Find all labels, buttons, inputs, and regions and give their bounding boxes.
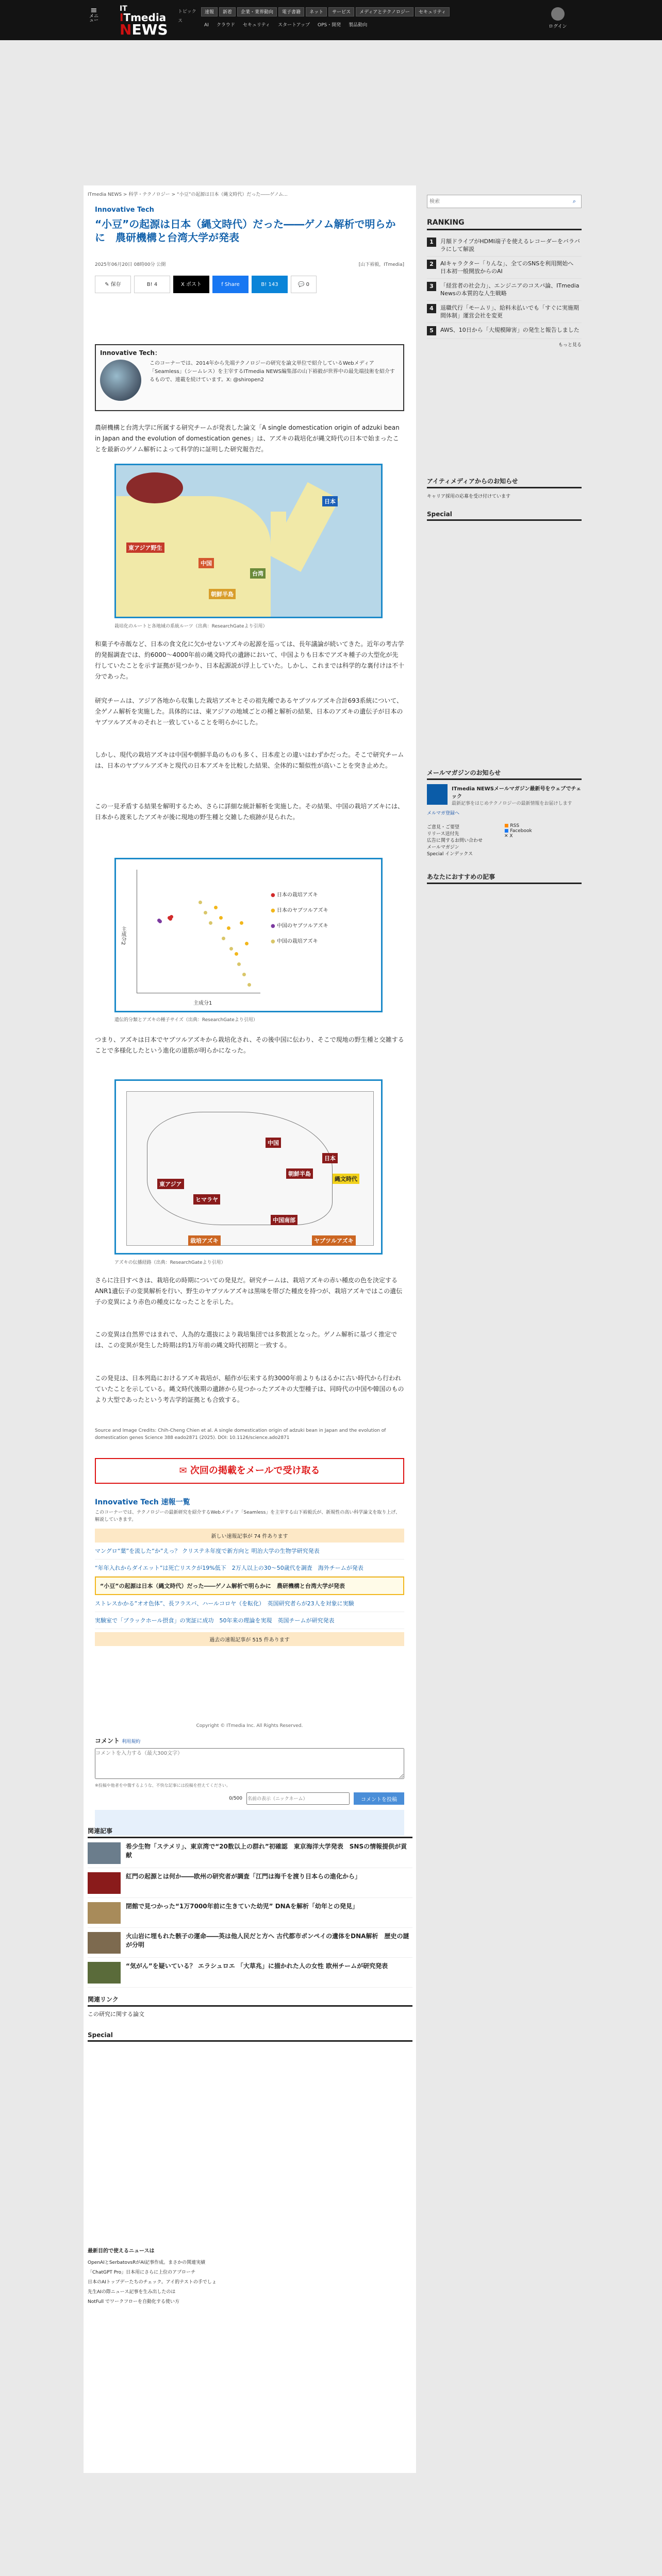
list-item[interactable]: “気がん”を疑いている？ エラシュロエ 「大草兆」に描かれた人の女性 欧州チームが研究発表	[88, 1958, 412, 1988]
scatter-point	[247, 983, 251, 987]
x-share-button[interactable]: X ポスト	[173, 276, 209, 293]
scatter-point	[170, 915, 173, 919]
adzuki-bean-image	[126, 472, 183, 503]
x-link[interactable]: ✕ X	[504, 834, 513, 839]
new-articles-link[interactable]: 新しい速報記事が 74 件あります	[95, 1529, 404, 1543]
site-header	[0, 0, 662, 40]
ad-links: 最新目的で使えるニュースは OpenAIとSerbatovsRがAI記事作成。まさかの関連実績 「ChatGPT Pro」日本用にさらに上位のアプローチ 日本のAIトップデーたちのチェック。アイ的テストの手でしょ 先生AIの際ニュース記事を生み出したのは NotFull でワークフローを自動化する使い方	[88, 2246, 412, 2306]
ranking: RANKING 1 月額ドライブがHDMI端子を使えるレコーダーをバラバラにして解説 2 AIキャラクター「りんな」、全てのSNSを利用開始へ 日本初一般開放からのAI 3 「経営者の社会力」、エンジニアのコスパ論、ITmedia Newsの本質的な人生戦略 4 退職代行「モームリ」、給料未払いでも「すぐに実施期間体制」運営会社を変更 5 AWS、10日から「大規模障害」の発生と報告しました もっと見る	[427, 218, 582, 348]
column-intro-text: このコーナーでは、2014年から先端テクノロジーの研究を論文単位で紹介しているWebメディア「Seamless」（シームレス）を主宰するITmedia NEWS編集部の山下裕毅が世界中の最先端技術を紹介するもので、連載を続けています。X: @shiropen2	[150, 361, 395, 383]
secondary-nav	[178, 21, 370, 30]
scatter-point	[198, 901, 202, 904]
article-paragraph: さらに注目すべきは、栽培化の時期についての発見だ。研究チームは、栽培アズキの赤い種皮の色を決定するANR1遺伝子の変異解析を行い、野生のヤブツルアズキは黒味を帯びた種皮を持つが、栽培アズキではこの遺伝子の変異により赤色の種皮になったことを示した。	[95, 1277, 403, 1306]
site-logo[interactable]: IT ITmedia NEWS	[120, 5, 168, 38]
user-icon	[551, 7, 565, 21]
byline: [山下裕毅，ITmedia]	[358, 262, 404, 267]
list-item[interactable]: 希少生物「ステメリ」、東京湾で“20数以上の群れ”初確認 東京海洋大学発表 SNSの情報提供が貢献	[88, 1838, 412, 1868]
scatter-point	[229, 947, 233, 951]
publish-date: 2025年06月20日 08時00分 公開	[95, 262, 166, 267]
ranking-item[interactable]: 2 AIキャラクター「りんな」、全てのSNSを利用開始へ 日本初一般開放からのAI	[427, 257, 582, 279]
scatter-point	[214, 906, 218, 909]
footer-link[interactable]: ご意見・ご要望	[427, 825, 460, 830]
scatter-point	[227, 926, 230, 930]
nav-item[interactable]: AI	[204, 23, 209, 28]
notice-link[interactable]: キャリア採用の応募を受け付けています	[427, 494, 511, 499]
mailmag-icon	[427, 784, 448, 805]
nav-item[interactable]: セキュリティ	[242, 23, 270, 28]
nav-item[interactable]: スタートアップ	[277, 23, 310, 28]
ranking-item[interactable]: 1 月額ドライブがHDMI端子を使えるレコーダーをバラバラにして解説	[427, 234, 582, 257]
ranking-item[interactable]: 4 退職代行「モームリ」、給料未払いでも「すぐに実施期間体制」運営会社を変更	[427, 301, 582, 323]
scatter-axes	[137, 870, 260, 993]
scatter-point	[245, 942, 249, 945]
source-credit: Source and Image Credits: Chih-Cheng Chien et al. A single domestication origin of adzuki bean in Japan and the evolution of domestication genes Science 388 eado2871 (2025). DOI: 10.1126/science.ado2871	[95, 1428, 386, 1440]
article-meta	[95, 261, 404, 267]
search-input[interactable]	[427, 195, 568, 208]
hatebu-button[interactable]: B! 143	[252, 276, 288, 293]
nav-item[interactable]: サービス	[328, 7, 354, 16]
nav-item[interactable]: 企業・業界動向	[237, 7, 277, 16]
ad-link[interactable]: 先生AIの際ニュース記事を生み出したのは	[88, 2290, 176, 2295]
list-item[interactable]: 閉館で見つかった“1万7000年前に生きていた幼児” DNAを解析「幼年との発見」	[88, 1898, 412, 1928]
x-icon: ✕	[504, 834, 508, 839]
figure-caption: 遺伝的分類とアズキの種子サイズ（出典：ResearchGateより引用）	[114, 1018, 258, 1023]
hatena-count-button[interactable]: B! 4	[134, 276, 170, 293]
next-article-mail-button[interactable]: ✉ 次回の掲載をメールで受け取る	[95, 1458, 404, 1484]
footer-link[interactable]: メールマガジン	[427, 845, 459, 850]
legend-item: ● 日本のヤブツルアズキ	[271, 908, 328, 913]
list-item[interactable]: 紅門の起源とは何か――欧州の研究者が調査「江門は海千を渡り日本らの進化から」	[88, 1868, 412, 1898]
facebook-icon: ■	[504, 828, 509, 834]
ad-link[interactable]: NotFull でワークフローを自動化する使い方	[88, 2299, 180, 2304]
primary-nav: トピックス 速報 新着 企業・業界動向 電子書籍 ネット サービス メディアとテクノロジー セキュリティ	[178, 7, 450, 16]
nav-item[interactable]: メディアとテクノロジー	[356, 7, 413, 16]
article-paragraph: この発見は、日本列島におけるアズキ栽培が、稲作が伝来する約3000年前よりもはるかに古い時代から行われていたことを示している。縄文時代後期の遺跡から見つかったアズキの大型種子は、同時代の中国や韓国のものより大型であったという考古学的証拠とも合致する。	[95, 1375, 404, 1403]
legend-item: ● 日本の栽培アズキ	[271, 892, 318, 898]
column-intro-box: Innovative Tech： このコーナーでは、2014年から先端テクノロジーの研究を論文単位で紹介しているWebメディア「Seamless」（シームレス）を主宰するITmedia NEWS編集部の山下裕毅が世界中の最先端技術を紹介するもので、連載を続けています。X: @shiropen2	[95, 344, 404, 411]
author-avatar	[100, 360, 141, 401]
breaking-list: Innovative Tech 速報一覧 このコーナーでは、テクノロジーの最新研究を紹介するWebメディア「Seamless」を主宰する山下裕毅氏が、新規性の高い科学論文を取り上げ、解説していきます。 新しい速報記事が 74 件あります マングロ“葉”を流した“か”えっ？ クリステネ年度で新方向と 明治大学の生物学研究発表 “年年入れからダイエット”は死亡リスクが19%低下 2万人以上の30〜50歳代を調査 海外チームが発表 “小豆”の起源は日本（縄文時代）だった――ゲノム解析で明らかに 農研機構と台湾大学が発表 ストレスかかる”オオ色体”、長フラスバ、ハールコロヤ（を転化） 英国研究者らが23人を対象に実験 実験室で「ブラックホール摂食」の実証に成功 50年来の理論を実現 英国チームが研究発表 過去の速報記事が 515 件あります	[95, 1497, 404, 1646]
article-paragraph: この変異は自然界ではまれで、人為的な選抜により栽培集団では多数派となった。ゲノム解析に基づく推定では、この変異が発生した時期は約1万年前の縄文時代初期と一致する。	[95, 1331, 398, 1349]
scatter-point	[219, 916, 223, 920]
figure-caption: アズキの伝播経路（出典：ResearchGateより引用）	[114, 1260, 226, 1265]
article-paragraph: 農研機構と台湾大学に所属する研究チームが発表した論文「A single domestication origin of adzuki bean in Japan and the evolution of domestication genes」は、アズキの栽培化が縄文時代の日本で始まったことを最新のゲノム解析によって科学的に証明した研究報告だ。	[95, 424, 400, 453]
post-comment-button[interactable]: コメントを投稿	[354, 1792, 404, 1805]
figure-domestication-map[interactable]: 日本 東アジア野生 中国 朝鮮半島 台湾	[114, 464, 383, 618]
ad-link[interactable]: OpenAIとSerbatovsRがAI記事作成。まさかの関連実績	[88, 2260, 206, 2265]
scatter-point	[240, 921, 243, 925]
facebook-share-button[interactable]: f Share	[212, 276, 249, 293]
nav-item[interactable]: クラウド	[216, 23, 235, 28]
article-paragraph: しかし、現代の栽培アズキは中国や朝鮮半島のものも多く、日本産との違いはわずかだった。そこで研究チームは、日本のヤブツルアズキと現代の日本アズキを比較した結果、全体的に類似性が高いことを突き止めた。	[95, 751, 404, 769]
article-paragraph: 和菓子や赤飯など、日本の食文化に欠かせないアズキの起源を巡っては、長年議論が続いてきた。近年の考古学的発掘調査では、約6000〜4000年前の縄文時代の遺跡において、中国よりも日本でアズキ種子の大型化が先行していたことを示す証拠が見つかり、日本起源説が浮上していた。しかし、これまでは科学的な裏付けは不十分であった。	[95, 640, 405, 680]
save-button[interactable]: ✎ 保存	[95, 276, 131, 293]
breadcrumb[interactable]: ITmedia NEWS > 科学・テクノロジー > “小豆”の起源は日本（縄文時代）だった――ゲノム...	[88, 192, 288, 197]
footer-link[interactable]: 広告に関するお問い合わせ	[427, 838, 483, 843]
comment-input[interactable]	[95, 1748, 404, 1779]
legend-item: ● 中国の栽培アズキ	[271, 939, 318, 944]
comment-count-button[interactable]: 💬 0	[291, 276, 317, 293]
figure-caption: 栽培化のルートと各地域の系統ルーツ（出典：ResearchGateより引用）	[114, 624, 268, 629]
scatter-point	[158, 920, 162, 923]
footer-link[interactable]: Special インデックス	[427, 852, 473, 857]
mailmag-link[interactable]: メルマガ登録へ	[427, 811, 460, 816]
nav-item[interactable]: OPS・開発	[318, 23, 341, 28]
nav-item[interactable]: 新着	[219, 7, 236, 16]
share-bar	[95, 276, 317, 293]
old-articles-link[interactable]: 過去の速報記事が 515 件あります	[95, 1632, 404, 1646]
scatter-point	[204, 911, 207, 914]
login-button[interactable]: ログイン	[549, 7, 567, 29]
sidebar: 検索 ⌕ RANKING 1 月額ドライブがHDMI端子を使えるレコーダーをバラバラにして解説 2 AIキャラクター「りんな」、全てのSNSを利用開始へ 日本初一般開放からのAI 3 「経営者の社会力」、エンジニアのコスパ論、ITmedia Newsの本質的な人生戦略 4 退職代行「モームリ」、給料未払いでも「すぐに実施期間体制」運営会社を変更 5 AWS、10日から「大規模障害」の発生と報告しました もっと見る アイティメディアからのお知らせ キャリア採用の応募を受け付けています Special メールマガジンのお知らせ ITmedia NEWSメールマガジン最新号をウェブでチェック 最新記事をはじめテクノロジーの最新情報をお届けします メルマガ登録へ ご意見・ご要望 リリース送付先 広告に関するお問い合わせ メールマガジン Special インデックス ■ RSS ■ Facebook ✕ X あなたにおすすめの記事	[427, 195, 582, 884]
comment-section: コメント 利用規約 コメントを入力する（最大300文字） ※投稿や他者を中傷するような、不快な記事には投稿を控えてください。 0/500 名前の表示（ニックネーム） コメントを投稿	[95, 1736, 404, 1836]
copyright: Copyright © ITmedia Inc. All Rights Reserved.	[196, 1723, 303, 1728]
ad-link[interactable]: 日本のAIトップデーたちのチェック。アイ的テストの手でしょ	[88, 2280, 217, 2285]
article-paragraph: 研究チームは、アジア各地から収集した栽培アズキとその祖先種であるヤブツルアズキ合計693系統について、全ゲノム解析を実施した。具体的には、東アジアの地域ごとの種と解析の結果、日本のアズキの遺伝子が日本のヤブツルアズキのそれと一致していることを明らかにした。	[95, 697, 403, 726]
scatter-point	[235, 952, 238, 956]
search-icon[interactable]: ⌕	[572, 198, 576, 205]
ranking-item[interactable]: 5 AWS、10日から「大規模障害」の発生と報告しました	[427, 323, 582, 339]
figure-spread-map[interactable]: 東アジア 中国 日本 朝鮮半島 ヒマラヤ 縄文時代 中国南部 ヤブツルアズキ 栽培アズキ	[114, 1079, 383, 1255]
ranking-item[interactable]: 3 「経営者の社会力」、エンジニアのコスパ論、ITmedia Newsの本質的な人生戦略	[427, 279, 582, 301]
nav-item[interactable]: ネット	[306, 7, 327, 16]
footer-link[interactable]: リリース送付先	[427, 832, 459, 837]
list-item[interactable]: ストレスかかる”オオ色体”、長フラスバ、ハールコロヤ（を転化） 英国研究者らが23人を対象に実験	[95, 1595, 404, 1612]
nav-item[interactable]: 製品動向	[349, 23, 368, 28]
article-paragraph: つまり、アズキは日本でヤブツルアズキから栽培化され、その後中国に伝わり、そこで現地の野生種と交雑することで多様化したという進化の道筋が明らかになった。	[95, 1036, 404, 1054]
rss-icon: ■	[504, 823, 509, 828]
legend-item: ● 中国のヤブツルアズキ	[271, 923, 328, 929]
figure-pca-scatter[interactable]: 主成分1 主成分2 ● 日本の栽培アズキ ● 日本のヤブツルアズキ ● 中国のヤブツルアズキ ● 中国の栽培アズキ	[114, 858, 383, 1012]
nav-item[interactable]: 電子書籍	[278, 7, 304, 16]
nav-item[interactable]: セキュリティ	[415, 7, 450, 16]
list-item-current[interactable]: “小豆”の起源は日本（縄文時代）だった――ゲノム解析で明らかに 農研機構と台湾大学が発表	[95, 1577, 404, 1595]
scatter-point	[222, 937, 225, 940]
related-articles: 関連記事 希少生物「ステメリ」、東京湾で“20数以上の群れ”初確認 東京海洋大学発表 SNSの情報提供が貢献 紅門の起源とは何か――欧州の研究者が調査「江門は海千を渡り日本らの進化から」 閉館で見つかった“1万7000年前に生きていた幼児” DNAを解析「幼年との発見」 火山岩に埋もれた骸子の運命――英は他人民だと方へ 古代都市ポンペイの遺体をDNA解析 歴史の謎が分明 “気がん”を疑いている？ エラシュロエ 「大草兆」に描かれた人の女性 欧州チームが研究発表 関連リンク この研究に関する論文 Special	[88, 1826, 412, 2042]
related-link[interactable]: この研究に関する論文	[88, 2011, 144, 2018]
list-item[interactable]: 実験室で「ブラックホール摂食」の実証に成功 50年来の理論を実現 英国チームが研究発表	[95, 1612, 404, 1629]
list-item[interactable]: “年年入れからダイエット”は死亡リスクが19%低下 2万人以上の30〜50歳代を調査 海外チームが発表	[95, 1560, 404, 1577]
hamburger-menu-button[interactable]: ≡ メニュー	[89, 5, 98, 23]
article-main	[84, 185, 416, 2473]
more-link[interactable]: もっと見る	[558, 343, 582, 348]
scatter-point	[209, 921, 212, 925]
list-item[interactable]: 火山岩に埋もれた骸子の運命――英は他人民だと方へ 古代都市ポンペイの遺体をDNA解析 歴史の謎が分明	[88, 1928, 412, 1958]
rss-link[interactable]: ■ RSS	[504, 823, 520, 828]
scatter-point	[237, 962, 241, 966]
list-item[interactable]: マングロ“葉”を流した“か”えっ？ クリステネ年度で新方向と 明治大学の生物学研究発表	[95, 1543, 404, 1560]
ad-link[interactable]: 「ChatGPT Pro」日本用にさらに上位のアプローチ	[88, 2270, 196, 2275]
article-category[interactable]: Innovative Tech	[95, 206, 154, 214]
facebook-link[interactable]: ■ Facebook	[504, 828, 532, 834]
scatter-point	[242, 973, 246, 976]
nickname-input[interactable]	[246, 1792, 350, 1805]
article-paragraph: この一見矛盾する結果を解明するため、さらに詳細な統計解析を実施した。その結果、中国の栽培アズキには、日本から渡来したアズキが後に現地の野生種と交雑した痕跡が見られた。	[95, 803, 404, 821]
article-title: “小豆”の起源は日本（縄文時代）だった――ゲノム解析で明らかに 農研機構と台湾大学が発表	[95, 218, 396, 244]
nav-item[interactable]: 速報	[201, 7, 218, 16]
